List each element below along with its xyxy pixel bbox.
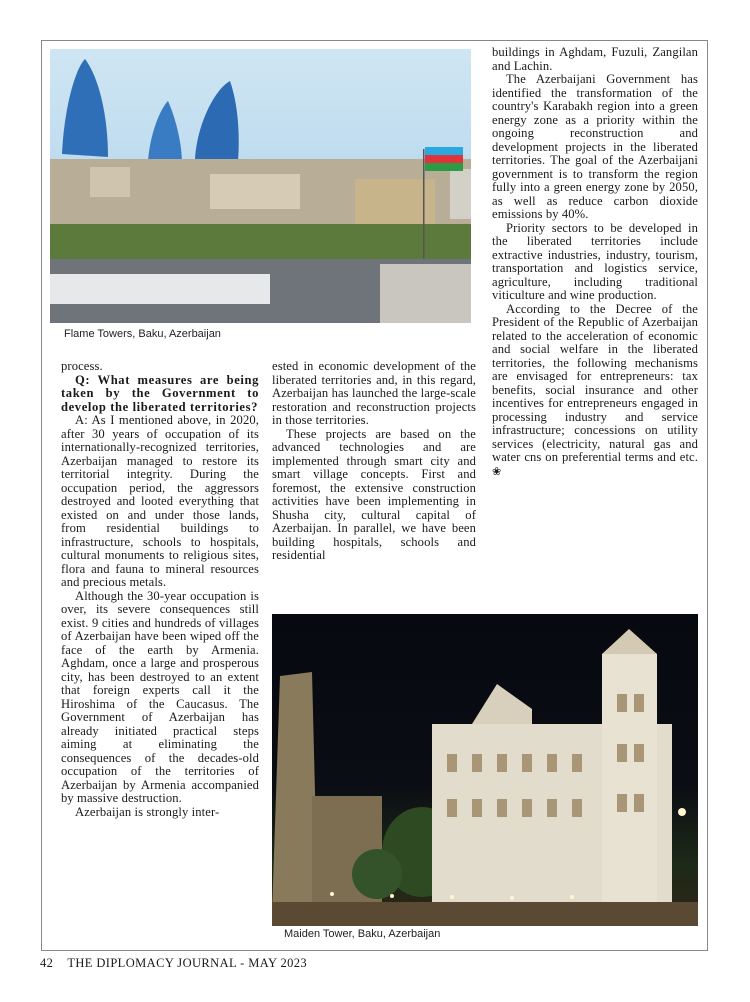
paragraph: ested in economic development of the liberated territories and, in this regard, Azerbaijan has launched the large-scale restoration and reconstruction projects in those territories. bbox=[272, 359, 476, 427]
maiden-tower-photo bbox=[272, 614, 698, 926]
interview-question: Q: What measures are being taken by the Government to develop the liberated territories? bbox=[61, 372, 259, 414]
flame-towers-photo bbox=[50, 49, 471, 323]
paragraph: Priority sectors to be developed in the liberated territories include extractive industries, industry, tourism, transportation and logistics service, agriculture, including traditional viticulture and wine production. bbox=[492, 220, 698, 302]
end-mark-icon: ❀ bbox=[492, 465, 502, 478]
publication-name: THE DIPLOMACY JOURNAL - MAY 2023 bbox=[67, 956, 308, 970]
paragraph: buildings in Aghdam, Fuzuli, Zangilan and Lachin. bbox=[492, 45, 698, 73]
paragraph: The Azerbaijani Government has identified the transformation of the country's Karabakh region into a green energy zone as a priority within the ongoing reconstruction and development projects in the liberated territories. The goal of the Azerbaijani government is to transform the region fully into a green energy zone by 2050, as well as reduce carbon dioxide emissions by 40%. bbox=[492, 72, 698, 221]
paragraph: process. bbox=[61, 359, 103, 373]
flame-towers-illustration bbox=[50, 49, 471, 323]
paragraph: These projects are based on the advanced technologies and are implemented through smart city and smart village concepts. First and foremost, the extensive construction activities have been implementing in Shusha city, cultural capital of Azerbaijan. In parallel, we have been building hospitals, schools and residential bbox=[272, 426, 476, 562]
paragraph: Although the 30-year occupation is over, its severe consequences still exist. 9 cities and hundreds of villages of Azerbaijan have been wiped off the face of the earth by Armenia. Aghdam, once a large and prosperous city, has been destroyed to an extent that foreign experts call it the Hiroshima of the Caucasus. The Government of Azerbaijan has already initiated practical steps aiming at eliminating the consequences of the decades-old occupation of the territories of Azerbaijan by Armenia accompanied by massive destruction. bbox=[61, 588, 259, 805]
article-column-2 bbox=[272, 360, 476, 563]
flame-towers-caption: Flame Towers, Baku, Azerbaijan bbox=[64, 328, 221, 340]
page-footer bbox=[40, 956, 321, 971]
maiden-tower-caption: Maiden Tower, Baku, Azerbaijan bbox=[284, 928, 441, 940]
article-column-3 bbox=[492, 46, 698, 479]
paragraph bbox=[492, 303, 698, 480]
maiden-tower-illustration bbox=[272, 614, 698, 926]
paragraph: Azerbaijan is strongly inter- bbox=[75, 804, 220, 819]
paragraph: A: As I mentioned above, in 2020, after 30 years of occupation of its internationally-recognized territories, Azerbaijan managed to restore its territorial integrity. During the occupation period, the aggressors destroyed and looted everything that existed on and under those lands, from residential buildings to infrastructure, schools to hospitals, cultural monuments to religious sites, flora and fauna to mineral resources and precious metals. bbox=[61, 413, 259, 589]
paragraph-text: According to the Decree of the President of the Republic of Azerbaijan related to the acceleration of economic and social welfare in the liberated territories, the following mechanisms are envisaged for entrepreneurs: tax benefits, social insurance and other incentives for entrepreneurs engaged in processing industry and service infrastructure; concessions on utility services (electricity, natural gas and water cns on preferential terms and etc. bbox=[492, 301, 698, 464]
article-column-1 bbox=[61, 360, 259, 819]
page-number: 42 bbox=[40, 956, 54, 970]
